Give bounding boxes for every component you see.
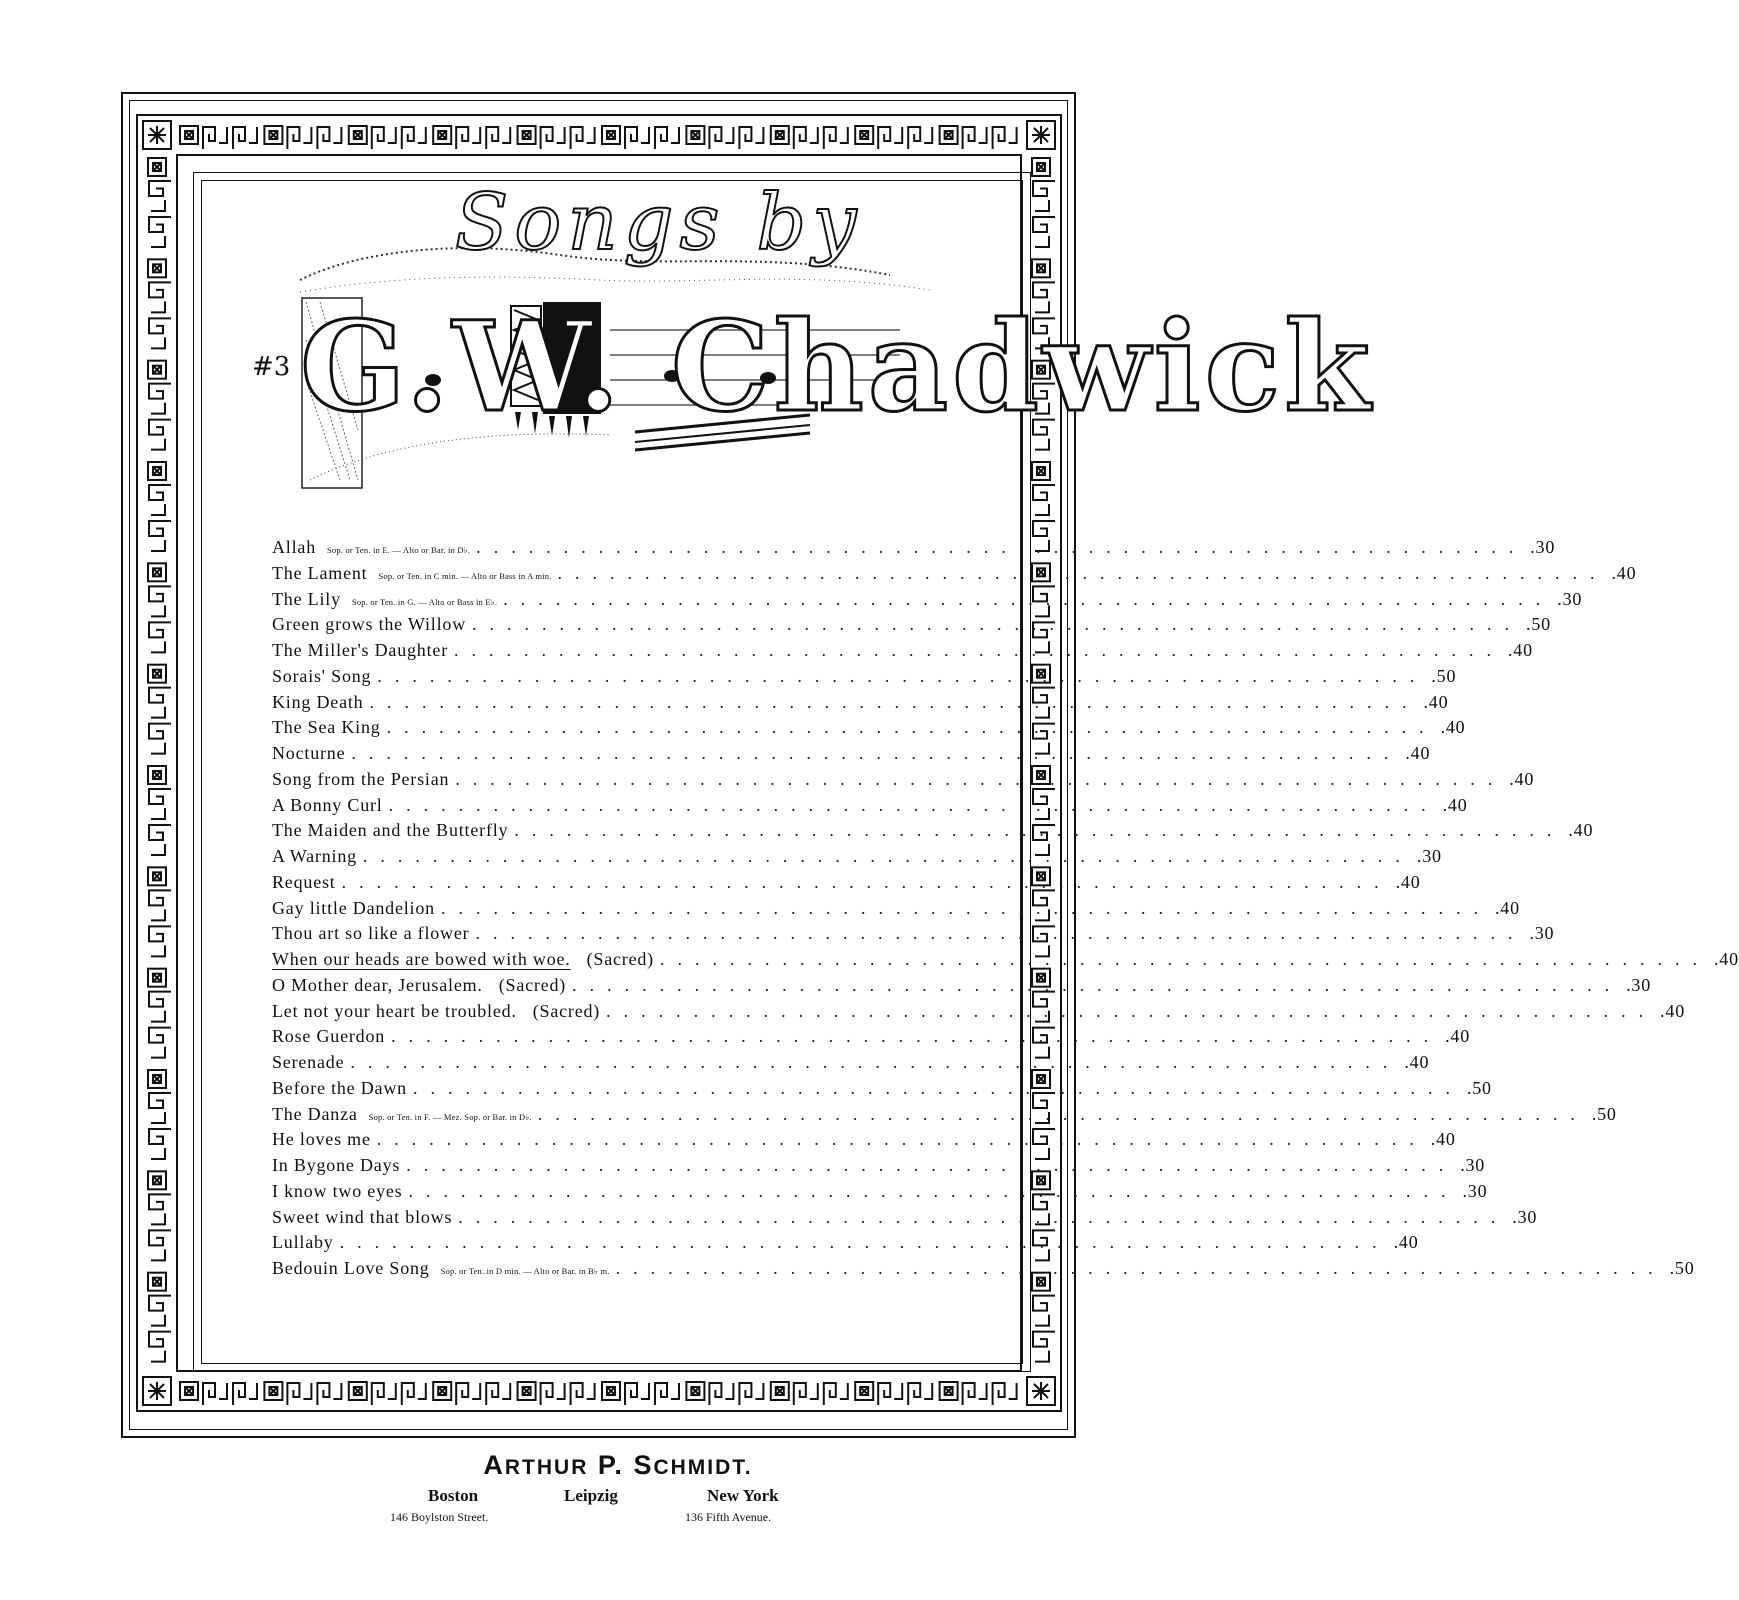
- address-boston: 146 Boylston Street.: [390, 1510, 489, 1524]
- song-sacred-tag: (Sacred): [586, 949, 654, 969]
- song-row: [272, 588, 1583, 615]
- title-songs-by: Songs by: [455, 178, 863, 268]
- song-list: [272, 537, 1739, 1284]
- song-price: .30: [1557, 588, 1583, 609]
- song-title: The Lily: [272, 588, 341, 609]
- address-new-york: 136 Fifth Avenue.: [685, 1510, 772, 1524]
- dot-leader: ............................................................: [377, 665, 1428, 686]
- song-price: .40: [1404, 1052, 1430, 1072]
- title-composer-name: G.W. Chadwick: [300, 295, 1375, 440]
- song-price: .40: [1395, 871, 1421, 892]
- song-row: [272, 871, 1421, 898]
- dot-leader: ............................................................: [514, 820, 1565, 841]
- song-title: Green grows the Willow: [272, 614, 467, 635]
- song-price: .40: [1494, 897, 1520, 918]
- song-price: .50: [1431, 665, 1457, 686]
- song-title: Allah: [272, 537, 316, 557]
- dot-leader: ............................................................: [351, 743, 1402, 763]
- song-title: He loves me: [272, 1129, 371, 1150]
- song-title: Bedouin Love Song: [272, 1258, 430, 1278]
- dot-leader: ............................................................: [388, 794, 1439, 815]
- song-row: [272, 1232, 1419, 1258]
- song-voice-note: Sop. or Ten. in C min. — Alto or Bass in A min.: [378, 570, 552, 581]
- song-price: .40: [1442, 794, 1468, 815]
- dot-leader: ............................................................: [341, 871, 1392, 892]
- song-title: Rose Guerdon: [272, 1026, 386, 1047]
- song-price: .50: [1591, 1103, 1617, 1124]
- city-new-york: New York: [707, 1486, 779, 1505]
- song-voice-note: Sop. or Ten. in D min. — Alto or Bar. in B♭ m.: [440, 1266, 610, 1276]
- song-voice-note: Sop. or Ten. in G. — Alto or Bass in E♭.: [351, 596, 498, 607]
- song-row: [272, 537, 1556, 563]
- song-title: Before the Dawn: [272, 1077, 407, 1098]
- song-title: The Sea King: [272, 717, 381, 738]
- song-row: [272, 1206, 1538, 1233]
- song-price: .50: [1466, 1077, 1492, 1098]
- song-row: [272, 562, 1637, 589]
- dot-leader: ............................................................: [537, 1103, 1588, 1124]
- song-title: In Bygone Days: [272, 1155, 401, 1175]
- song-row: [272, 820, 1594, 846]
- song-price: .40: [1405, 743, 1431, 763]
- song-voice-note: Sop. or Ten. in E. — Alto or Bar. in D♭.: [327, 545, 471, 555]
- song-row: [272, 614, 1551, 640]
- song-title: Sweet wind that blows: [272, 1206, 453, 1227]
- song-row: [272, 846, 1442, 872]
- city-leipzig: Leipzig: [564, 1486, 618, 1505]
- song-title: The Miller's Daughter: [272, 640, 448, 660]
- dot-leader: ............................................................: [458, 1206, 1509, 1227]
- song-row: [272, 1077, 1492, 1104]
- song-row: [272, 665, 1457, 692]
- song-title: King Death: [272, 691, 364, 712]
- song-row: [272, 1052, 1430, 1078]
- dot-leader: ............................................................: [503, 588, 1554, 609]
- song-price: .40: [1660, 1000, 1686, 1021]
- song-title: I know two eyes: [272, 1180, 403, 1201]
- song-price: .30: [1626, 974, 1651, 995]
- song-voice-note: Sop. or Ten. in F. — Mez. Sop. or Bar. in D♭.: [368, 1111, 532, 1122]
- song-row: [272, 691, 1449, 718]
- song-title: Gay little Dandelion: [272, 897, 435, 918]
- song-price: .30: [1416, 846, 1442, 866]
- song-price: .40: [1445, 1026, 1470, 1047]
- song-row: [272, 640, 1533, 666]
- song-title: Sorais' Song: [272, 665, 372, 686]
- song-price: .40: [1508, 640, 1533, 660]
- song-row: [272, 1103, 1617, 1130]
- song-row: [272, 743, 1431, 769]
- song-row: [272, 923, 1555, 949]
- song-price: .30: [1460, 1155, 1486, 1175]
- catalog-mark: #3: [252, 352, 291, 382]
- song-price: .30: [1512, 1206, 1538, 1227]
- song-sacred-tag: (Sacred): [532, 1000, 601, 1021]
- song-row: [272, 717, 1466, 743]
- dot-leader: ............................................................: [350, 1052, 1401, 1072]
- song-price: .40: [1430, 1129, 1456, 1150]
- song-title: A Bonny Curl: [272, 794, 383, 815]
- dot-leader: ............................................................: [659, 949, 1710, 969]
- dot-leader: ............................................................: [376, 1129, 1427, 1150]
- dot-leader: ............................................................: [557, 562, 1608, 583]
- song-price: .50: [1526, 614, 1551, 635]
- dot-leader: ............................................................: [615, 1258, 1666, 1278]
- song-price: .40: [1713, 949, 1739, 969]
- song-row: [272, 1000, 1686, 1027]
- song-price: .30: [1462, 1180, 1488, 1201]
- song-title: The Danza: [272, 1103, 358, 1124]
- song-title: Serenade: [272, 1052, 345, 1072]
- dot-leader: ............................................................: [362, 846, 1413, 866]
- dot-leader: ............................................................: [339, 1232, 1390, 1253]
- song-row: [272, 949, 1739, 975]
- song-price: .40: [1440, 717, 1466, 738]
- song-price: .30: [1530, 537, 1556, 557]
- song-price: .40: [1568, 820, 1594, 841]
- dot-leader: ............................................................: [406, 1155, 1457, 1175]
- dot-leader: ............................................................: [475, 923, 1526, 944]
- song-row: [272, 1258, 1695, 1284]
- dot-leader: ............................................................: [476, 537, 1527, 557]
- song-title: Song from the Persian: [272, 768, 450, 789]
- dot-leader: ............................................................: [369, 691, 1420, 712]
- song-price: .40: [1509, 768, 1535, 789]
- song-title: A Warning: [272, 846, 357, 866]
- city-boston: Boston: [428, 1486, 479, 1505]
- song-row: [272, 768, 1535, 795]
- song-title: Request: [272, 871, 336, 892]
- dot-leader: ............................................................: [572, 974, 1623, 995]
- dot-leader: ............................................................: [386, 717, 1437, 738]
- song-title: O Mother dear, Jerusalem.: [272, 974, 483, 995]
- song-row: [272, 1026, 1470, 1052]
- song-title: Nocturne: [272, 743, 346, 763]
- song-sacred-tag: (Sacred): [498, 974, 567, 995]
- song-price: .40: [1611, 562, 1637, 583]
- song-title: Thou art so like a flower: [272, 923, 470, 944]
- dot-leader: ............................................................: [472, 614, 1523, 635]
- publisher-name: ARTHUR P. SCHMIDT.: [483, 1450, 753, 1480]
- dot-leader: ............................................................: [391, 1026, 1442, 1047]
- song-title: The Lament: [272, 562, 368, 583]
- song-price: .50: [1669, 1258, 1695, 1278]
- song-row: [272, 794, 1468, 821]
- dot-leader: ............................................................: [455, 768, 1506, 789]
- song-price: .30: [1529, 923, 1555, 944]
- dot-leader: ............................................................: [454, 640, 1504, 660]
- dot-leader: ............................................................: [440, 897, 1491, 918]
- song-row: [272, 1155, 1486, 1181]
- song-title: Lullaby: [272, 1232, 334, 1253]
- song-title: Let not your heart be troubled.: [272, 1000, 517, 1021]
- song-row: [272, 897, 1520, 924]
- dot-leader: ............................................................: [412, 1077, 1463, 1098]
- song-row: [272, 974, 1651, 1001]
- dot-leader: ............................................................: [606, 1000, 1657, 1021]
- song-title: When our heads are bowed with woe.: [272, 949, 571, 969]
- song-row: [272, 1180, 1488, 1207]
- song-row: [272, 1129, 1456, 1155]
- dot-leader: ............................................................: [408, 1180, 1459, 1201]
- song-price: .40: [1423, 691, 1449, 712]
- song-price: .40: [1393, 1232, 1419, 1253]
- song-title: The Maiden and the Butterfly: [272, 820, 509, 841]
